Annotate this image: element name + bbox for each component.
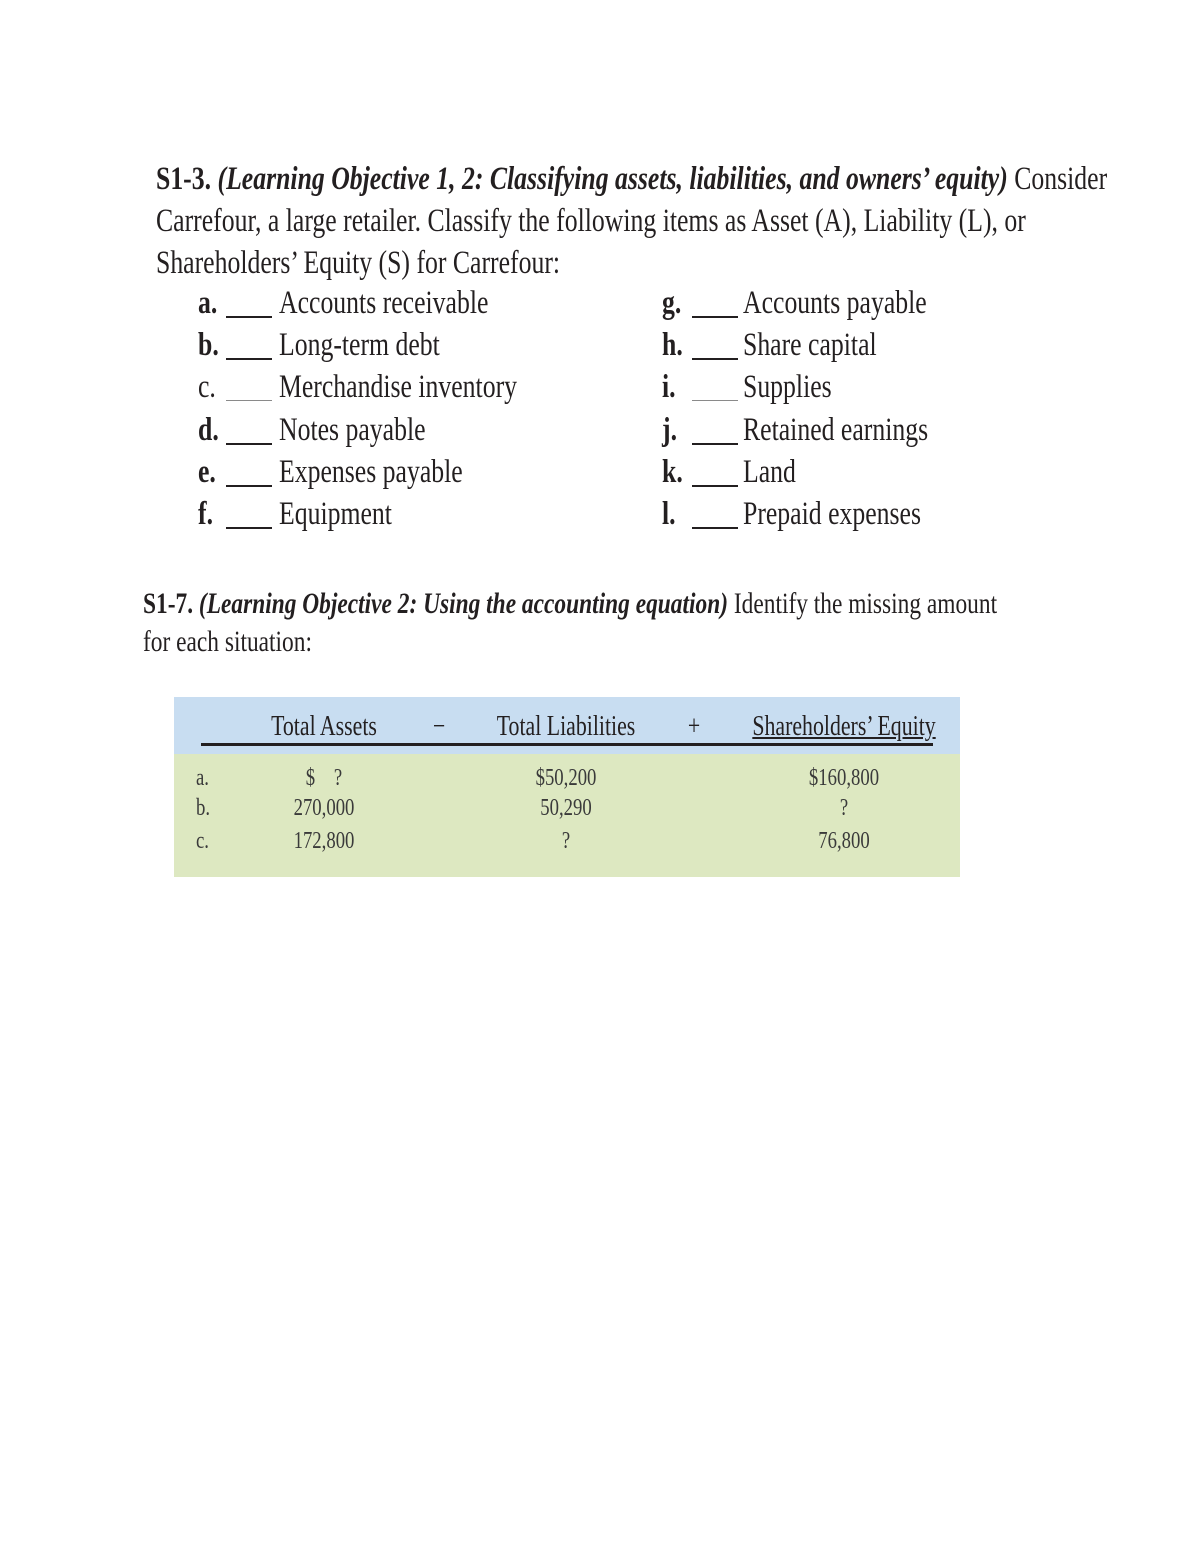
item-letter: b. [198, 327, 219, 364]
s1-7-line-2: for each situation: [143, 625, 312, 658]
answer-blank[interactable] [226, 443, 272, 445]
learning-objective: (Learning Objective 2: Using the accounting equation) [198, 587, 729, 620]
exercise-s1-7-prompt [143, 585, 1200, 661]
exercise-s1-3-prompt [156, 158, 1200, 284]
cell-total-assets: 172,800 [293, 828, 355, 854]
answer-blank[interactable] [692, 358, 738, 360]
item-letter: h. [662, 327, 683, 364]
cell-total-liabilities: $50,200 [535, 765, 597, 791]
header-rule [201, 743, 933, 746]
answer-blank[interactable] [692, 527, 738, 529]
item-label: Accounts payable [743, 285, 927, 321]
answer-blank[interactable] [226, 358, 272, 360]
answer-blank[interactable] [692, 316, 738, 318]
answer-blank[interactable] [226, 400, 272, 401]
item-label: Share capital [743, 327, 877, 364]
item-letter: g. [662, 285, 682, 321]
answer-blank[interactable] [692, 400, 738, 401]
item-label: Notes payable [279, 411, 426, 448]
cell-total-assets: 270,000 [293, 795, 355, 821]
cell-shareholders-equity: ? [839, 795, 849, 821]
learning-objective: (Learning Objective 1, 2: Classifying assets, liabilities, and owners’ equity) [217, 161, 1008, 197]
cell-shareholders-equity: 76,800 [818, 828, 870, 854]
cell-total-liabilities: 50,290 [540, 795, 592, 821]
exercise-id: S1-3. [156, 161, 212, 197]
item-letter: a. [198, 285, 218, 321]
s1-3-line-2: Carrefour, a large retailer. Classify the following items as Asset (A), Liability (L), or [156, 203, 1026, 239]
item-label: Supplies [743, 369, 832, 406]
answer-blank[interactable] [692, 443, 738, 445]
row-label: a. [196, 765, 209, 791]
item-label: Land [743, 453, 796, 490]
item-letter: l. [662, 495, 676, 532]
item-label: Prepaid expenses [743, 495, 921, 532]
answer-blank[interactable] [226, 316, 272, 318]
header-total-assets: Total Assets [271, 711, 377, 742]
item-label: Expenses payable [279, 453, 463, 490]
cell-shareholders-equity: $160,800 [808, 765, 880, 791]
s1-7-line-1 [143, 585, 1001, 623]
header-shareholders-equity: Shareholders’ Equity [752, 711, 936, 742]
s1-3-line-1 [156, 158, 1108, 200]
row-label: b. [196, 795, 211, 821]
exercise-id: S1-7. [143, 587, 194, 620]
item-letter: e. [198, 453, 216, 490]
answer-blank[interactable] [692, 485, 738, 487]
header-total-liabilities: Total Liabilities [496, 711, 636, 742]
item-letter: c. [198, 369, 216, 406]
item-letter: i. [662, 369, 676, 406]
header-minus-sign: − [432, 711, 446, 742]
item-label: Long-term debt [279, 327, 440, 364]
prompt-text: Identify the missing amount [733, 587, 998, 620]
row-label: c. [196, 828, 209, 854]
item-label: Accounts receivable [279, 285, 489, 321]
item-letter: d. [198, 411, 219, 448]
header-plus-sign: + [687, 711, 701, 742]
cell-total-liabilities: ? [561, 828, 571, 854]
answer-blank[interactable] [226, 485, 272, 487]
item-label: Equipment [279, 495, 392, 532]
answer-blank[interactable] [226, 527, 272, 529]
accounting-equation-table [174, 697, 960, 877]
prompt-text: Consider [1014, 161, 1108, 197]
item-letter: j. [662, 411, 678, 448]
item-letter: f. [198, 495, 214, 532]
cell-total-assets: $ ? [305, 765, 343, 791]
item-label: Retained earnings [743, 411, 929, 448]
item-letter: k. [662, 453, 683, 490]
s1-3-line-3: Shareholders’ Equity (S) for Carrefour: [156, 245, 561, 281]
item-label: Merchandise inventory [279, 369, 518, 406]
